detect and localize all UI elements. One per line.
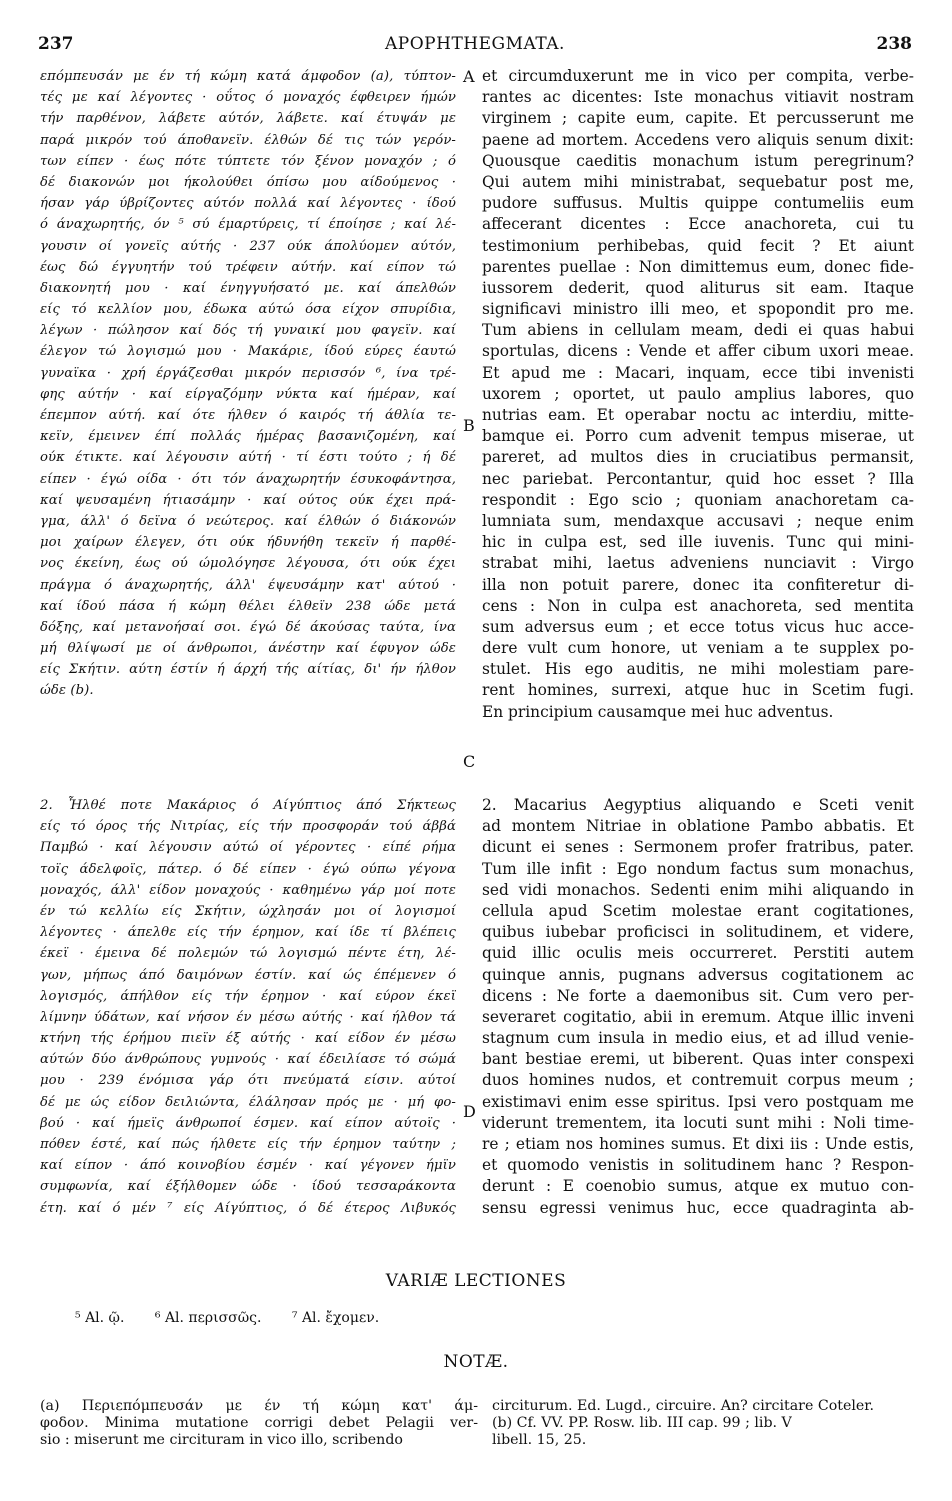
text-line: παρά μικρόν τού άποθανεϊν. έλθών δέ τις τών γερόν- xyxy=(40,132,456,148)
text-line: διακονητή μου · καί ένηγγυήσατό με. καί άπελθών xyxy=(40,280,456,296)
note-line: libell. 15, 25. xyxy=(492,1432,587,1448)
text-line: δόξης, καί μετανοήσαί σοι. έγώ δέ άκούσας ταύτα, ίνα xyxy=(40,619,456,635)
notae-heading: NOTÆ. xyxy=(443,1352,509,1372)
text-line: Παμβώ · καί λέγουσιν αύτώ οί γέροντες · είπέ ρήμα xyxy=(40,840,456,856)
text-line: stulet. His ego auditis, ne mihi molestiam pare- xyxy=(482,660,914,679)
text-line: δέ διακονών μοι ήκολούθει όπίσω μου αίδούμενος · xyxy=(40,174,456,190)
text-line: τήν παρθένον, λάβετε αύτόν, λάβετε. καί έτυψάν με xyxy=(40,111,456,127)
text-line: Tum abiens in cellulam meam, dedi ei quas habui xyxy=(482,321,914,340)
text-line: τές με καί λέγοντες · οΰτος ό μοναχός έφθειρεν ήμών xyxy=(40,90,456,106)
margin-letter-d: D xyxy=(463,1102,476,1121)
text-line: πόθεν έστέ, καί πώς ήλθετε είς τήν έρημον ταύτην ; xyxy=(40,1137,456,1152)
text-line: et circumduxerunt me in vico per compita, verbe- xyxy=(482,67,914,85)
note-line: sio : miserunt me circituram in vico illo, scribendo xyxy=(40,1432,403,1448)
text-line: γουσιν οί γονεϊς αύτής · 237 ούκ άπολύομεν αύτόν, xyxy=(40,238,456,254)
latin-column-section-1 xyxy=(482,66,914,723)
latin-column-section-2 xyxy=(482,795,914,1219)
note-line: φοδον. Minima mutatione corrigi debet Pelagii ver- xyxy=(40,1415,478,1431)
text-line: illa non potuit parere, donec ita confiteretur di- xyxy=(482,575,914,594)
text-line: γων, μήπως άπό δαιμόνων έστίν. καί ώς έπέμενεν ό xyxy=(40,967,456,983)
text-line: rent homines, surrexi, atque huc in Scetim fugi. xyxy=(482,681,914,700)
text-line: sensu egressi venimus huc, ecce quadraginta ab- xyxy=(482,1198,914,1217)
text-line: quibus iubebar proficisci in solitudinem, et videre, xyxy=(482,923,914,942)
page-number-left: 237 xyxy=(38,34,74,54)
text-line: duos homines nudos, et contremuit corpus meum ; xyxy=(482,1071,914,1090)
text-line: parentes puellae : Non dimittemus eum, donec fide- xyxy=(482,257,914,276)
text-line: γυναϊκα · χρή έργάζεσθαι μικρόν περισσόν ⁶, ίνα τρέ- xyxy=(40,365,456,381)
greek-column-section-2 xyxy=(40,795,456,1219)
text-line: severaret cogitatio, abii in eremum. Atque illic inveni xyxy=(482,1007,914,1026)
note-line: (b) Cf. VV. PP. Rosw. lib. III cap. 99 ; lib. V xyxy=(492,1415,792,1431)
text-line: λέγοντες · άπελθε είς τήν έρημον, καί ίδε τί βλέπεις xyxy=(40,925,456,941)
text-line: των είπεν · έως πότε τύπτετε τόν ξένον μοναχόν ; ό xyxy=(40,153,456,169)
text-line: δέ με ώς είδον δειλιώντα, έλάλησαν πρός με · μή φο- xyxy=(40,1094,456,1110)
text-line: sed vidi monachos. Sedenti enim mihi aliquando in xyxy=(482,880,914,899)
text-line: Qui autem mihi ministrabat, sequebatur post me, xyxy=(482,172,914,191)
text-line: έως δώ έγγυητήν τού τρέφειν αύτήν. καί είπον τώ xyxy=(40,259,456,275)
text-line: μή θλίψωσί με οί άνθρωποι, άνέστην καί έφυγον ώδε xyxy=(40,641,456,657)
greek-column-section-1 xyxy=(40,66,456,702)
text-line: είς τό όρος τής Νιτρίας, είς τήν προσφοράν τού άββά xyxy=(40,819,456,835)
running-header xyxy=(38,34,912,58)
text-line: quid illic oculis meis occurreret. Perstiti autem xyxy=(482,944,914,963)
text-line: Quousque caeditis monachum istum peregrinum? xyxy=(482,151,914,170)
text-line: καί είπον · άπό κοινοβίου έσμέν · καί γέγονεν ήμϊν xyxy=(40,1158,456,1174)
text-line: είς Σκήτιν. αύτη έστίν ή άρχή τής αίτίας, δι' ήν ήλθον xyxy=(40,662,456,678)
text-line: έτη. καί ό μέν ⁷ είς Αίγύπτιος, ό δέ έτερος Λιβυκός xyxy=(40,1200,456,1216)
text-line: καί ψευσαμένη ήτιασάμην · καί ούτος ούκ έχει πρά- xyxy=(40,492,456,508)
text-line: ad montem Nitriae in oblatione Pambo abbatis. Et xyxy=(482,817,914,836)
text-line: καί ίδού πάσα ή κώμη θέλει έλθεϊν 238 ώδε μετά xyxy=(40,598,456,614)
text-line: αύτών δύο άνθρώπους γυμνούς · καί έδειλίασε τό σώμά xyxy=(40,1052,456,1068)
text-line: βού · καί ήμεϊς άνθρωποί έσμεν. καί είπον αύτοϊς · xyxy=(40,1115,456,1131)
text-line: quinque annis, pugnans adversus cogitationem ac xyxy=(482,965,914,984)
text-line: existimavi enim esse spiritus. Ipsi vero postquam me xyxy=(482,1092,914,1111)
text-line: cellula apud Scetim molestae erant cogitationes, xyxy=(482,901,914,920)
text-line: είς τό κελλίον μου, έδωκα αύτώ όσα είχον σπυρίδια, xyxy=(40,302,456,318)
text-line: virginem ; capite eum, capite. Et percusserunt me xyxy=(482,109,914,128)
text-line: έν τώ κελλίω είς Σκήτιν, ώχλησάν μοι οί λογισμοί xyxy=(40,903,456,919)
variae-lectiones-heading: VARIÆ LECTIONES xyxy=(385,1271,567,1291)
text-line: ούκ έτικτε. καί λέγουσιν αύτή · τί έστι τούτο ; ή δέ xyxy=(40,450,456,466)
text-line: nutrias eam. Et operabar noctu ac interdiu, mitte- xyxy=(482,406,914,424)
text-line: rantes ac dicentes: Iste monachus vitiavit nostram xyxy=(482,88,914,107)
text-line: νος έκείνη, έως ού ώμολόγησε λέγουσα, ότι ούκ έχει xyxy=(40,556,456,572)
text-line: En principium causamque mei huc adventus. xyxy=(482,702,834,721)
note-line: circiturum. Ed. Lugd., circuire. An? circitare Coteler. xyxy=(492,1398,875,1414)
text-line: hic in culpa est, sed ille iuvenis. Tunc qui mini- xyxy=(482,533,914,552)
text-line: iussorem dederit, quod aliturus sit eam. Itaque xyxy=(482,278,914,297)
running-title: APOPHTHEGMATA. xyxy=(385,34,565,54)
text-line: 2. Ἦλθέ ποτε Μακάριος ό Αίγύπτιος άπό Σήκτεως xyxy=(40,798,456,813)
text-line: dicens : Ne forte a daemonibus sit. Cum vero per- xyxy=(482,986,914,1005)
text-line: ήσαν γάρ ύβρίζοντες αύτόν πολλά καί λέγοντες · ίδού xyxy=(40,196,456,212)
text-line: sum adversus eum ; et ecce totus vicus huc acce- xyxy=(482,617,914,636)
text-line: dere vult cum honore, ut veniam a te supplex po- xyxy=(482,639,914,658)
text-line: Tum ille infit : Ego nondum factus sum monachus, xyxy=(482,859,914,878)
text-line: 2. Macarius Aegyptius aliquando e Sceti venit xyxy=(482,796,914,814)
text-line: λίμνην ύδάτων, καί νήσον έν μέσω αύτής · καί ήλθον τά xyxy=(40,1009,456,1025)
notes-right-column xyxy=(492,1398,916,1449)
text-line: επόμπευσάν με έν τή κώμη κατά άμφοδον (a), τύπτον- xyxy=(40,69,456,84)
page-number-right: 238 xyxy=(876,34,912,54)
text-line: γμα, άλλ' ό δεϊνα ό νεώτερος. καί έλθών ό διάκονών xyxy=(40,513,456,529)
text-line: testimonium perhibebas, quid fecit ? Et aiunt xyxy=(482,236,914,255)
text-line: λογισμός, άπήλθον είς τήν έρημον · καί εύρον έκεϊ xyxy=(40,988,456,1004)
variae-lectiones-list xyxy=(75,1310,405,1326)
text-line: nec pariebat. Percontantur, quid hoc esset ? Illa xyxy=(482,469,914,488)
text-line: bant bestiae eremi, ut biberent. Quas inter conspexi xyxy=(482,1050,914,1069)
text-line: Et apud me : Macari, inquam, ecce tibi invenisti xyxy=(482,363,914,382)
text-line: bamque ei. Porro cum advenit tempus miserae, ut xyxy=(482,427,914,446)
text-line: μοι χαίρων έλεγεν, ότι ούκ ήδυνήθη τεκεϊν ή παρθέ- xyxy=(40,535,456,551)
text-line: uxorem ; oportet, ut paulo amplius labores, quo xyxy=(482,384,914,403)
text-line: μοναχός, άλλ' είδον μοναχούς · καθημένω γάρ μοί ποτε xyxy=(40,882,456,898)
text-line: respondit : Ego scio ; quoniam anachoretam ca- xyxy=(482,490,914,509)
text-line: strabat mihi, laetus adveniens nunciavit : Virgo xyxy=(482,554,914,573)
text-line: cens : Non in culpa est anachoreta, sed mentita xyxy=(482,596,914,615)
text-line: πράγμα ό άναχωρητής, άλλ' έψευσάμην κατ' αύτού · xyxy=(40,577,456,593)
text-line: ώδε (b). xyxy=(40,683,94,699)
text-line: pudore suffusus. Multis quippe contumeliis eum xyxy=(482,194,914,213)
text-line: lumniata sum, mendaxque accusavi ; neque enim xyxy=(482,511,914,530)
margin-letter-b: B xyxy=(463,416,475,435)
text-line: affecerant dicentes : Ecce anachoreta, cui tu xyxy=(482,215,914,234)
text-line: έπεμπον αύτή. καί ότε ήλθεν ό καιρός τή άθλία τε- xyxy=(40,408,456,423)
text-line: κτήνη τής έρήμου πιεϊν έξ αύτής · καί είδον έν μέσω xyxy=(40,1031,456,1047)
text-line: dicunt ei senes : Sermonem profer fratribus, pater. xyxy=(482,838,914,857)
text-line: έλεγον τώ λογισμώ μου · Μακάριε, ίδού εύρες έαυτώ xyxy=(40,344,456,360)
text-line: derunt : E coenobio sumus, atque ex mutuo con- xyxy=(482,1177,914,1196)
text-line: κεϊν, έμεινεν έπί πολλάς ήμέρας βασανιζομένη, καί xyxy=(40,429,456,445)
text-line: stagnum cum insula in medio eius, et ad illud venie- xyxy=(482,1029,914,1048)
variant-reading: ⁷ Al. ἔχομεν. xyxy=(291,1310,380,1326)
text-line: φης αύτήν · καί είργαζόμην νύκτα καί ήμέραν, καί xyxy=(40,386,456,402)
text-line: pareret, ad multos dies in cruciatibus permansit, xyxy=(482,448,914,467)
variant-reading: ⁶ Al. περισσῶς. xyxy=(154,1310,262,1326)
text-line: μου · 239 ένόμισα γάρ ότι πνεύματά είσιν. αύτοί xyxy=(40,1073,456,1089)
text-line: paene ad mortem. Accedens vero aliquis senum dixit: xyxy=(482,130,914,149)
margin-letter-c: C xyxy=(463,752,476,771)
note-line: (a) Περιεπόμπευσάν με έν τή κώμη κατ' άμ- xyxy=(40,1398,478,1414)
text-line: significavi ministro illi meo, et spopondit pro me. xyxy=(482,300,914,319)
text-line: είπεν · έγώ οίδα · ότι τόν άναχωρητήν έσυκοφάντησα, xyxy=(40,471,456,487)
text-line: viderunt trementem, ita locuti sunt mihi : Noli time- xyxy=(482,1113,914,1132)
text-line: et quomodo venistis in solitudinem hanc ? Respon- xyxy=(482,1156,914,1175)
text-line: συμφωνία, καί έξήλθομεν ώδε · ίδού τεσσαράκοντα xyxy=(40,1179,456,1195)
text-line: έκεϊ · έμεινα δέ πολεμών τώ λογισμώ πέντε έτη, λέ- xyxy=(40,946,456,962)
text-line: sportulas, dicens : Vende et affer cibum uxori meae. xyxy=(482,342,914,361)
text-line: ό άναχωρητής, όν ⁵ σύ έμαρτύρεις, τί έποίησε ; καί λέ- xyxy=(40,217,456,233)
margin-letter-a: A xyxy=(463,67,475,86)
variant-reading: ⁵ Al. ῷ. xyxy=(75,1310,125,1326)
text-line: τοϊς άδελφοϊς, πάτερ. ό δέ είπεν · έγώ ούπω γέγονα xyxy=(40,861,456,877)
text-line: re ; etiam nos homines sumus. Et dixi iis : Unde estis, xyxy=(482,1135,914,1153)
notes-left-column xyxy=(40,1398,478,1449)
text-line: λέγων · πώλησον καί δός τή γυναικί μου φαγεϊν. καί xyxy=(40,323,456,339)
